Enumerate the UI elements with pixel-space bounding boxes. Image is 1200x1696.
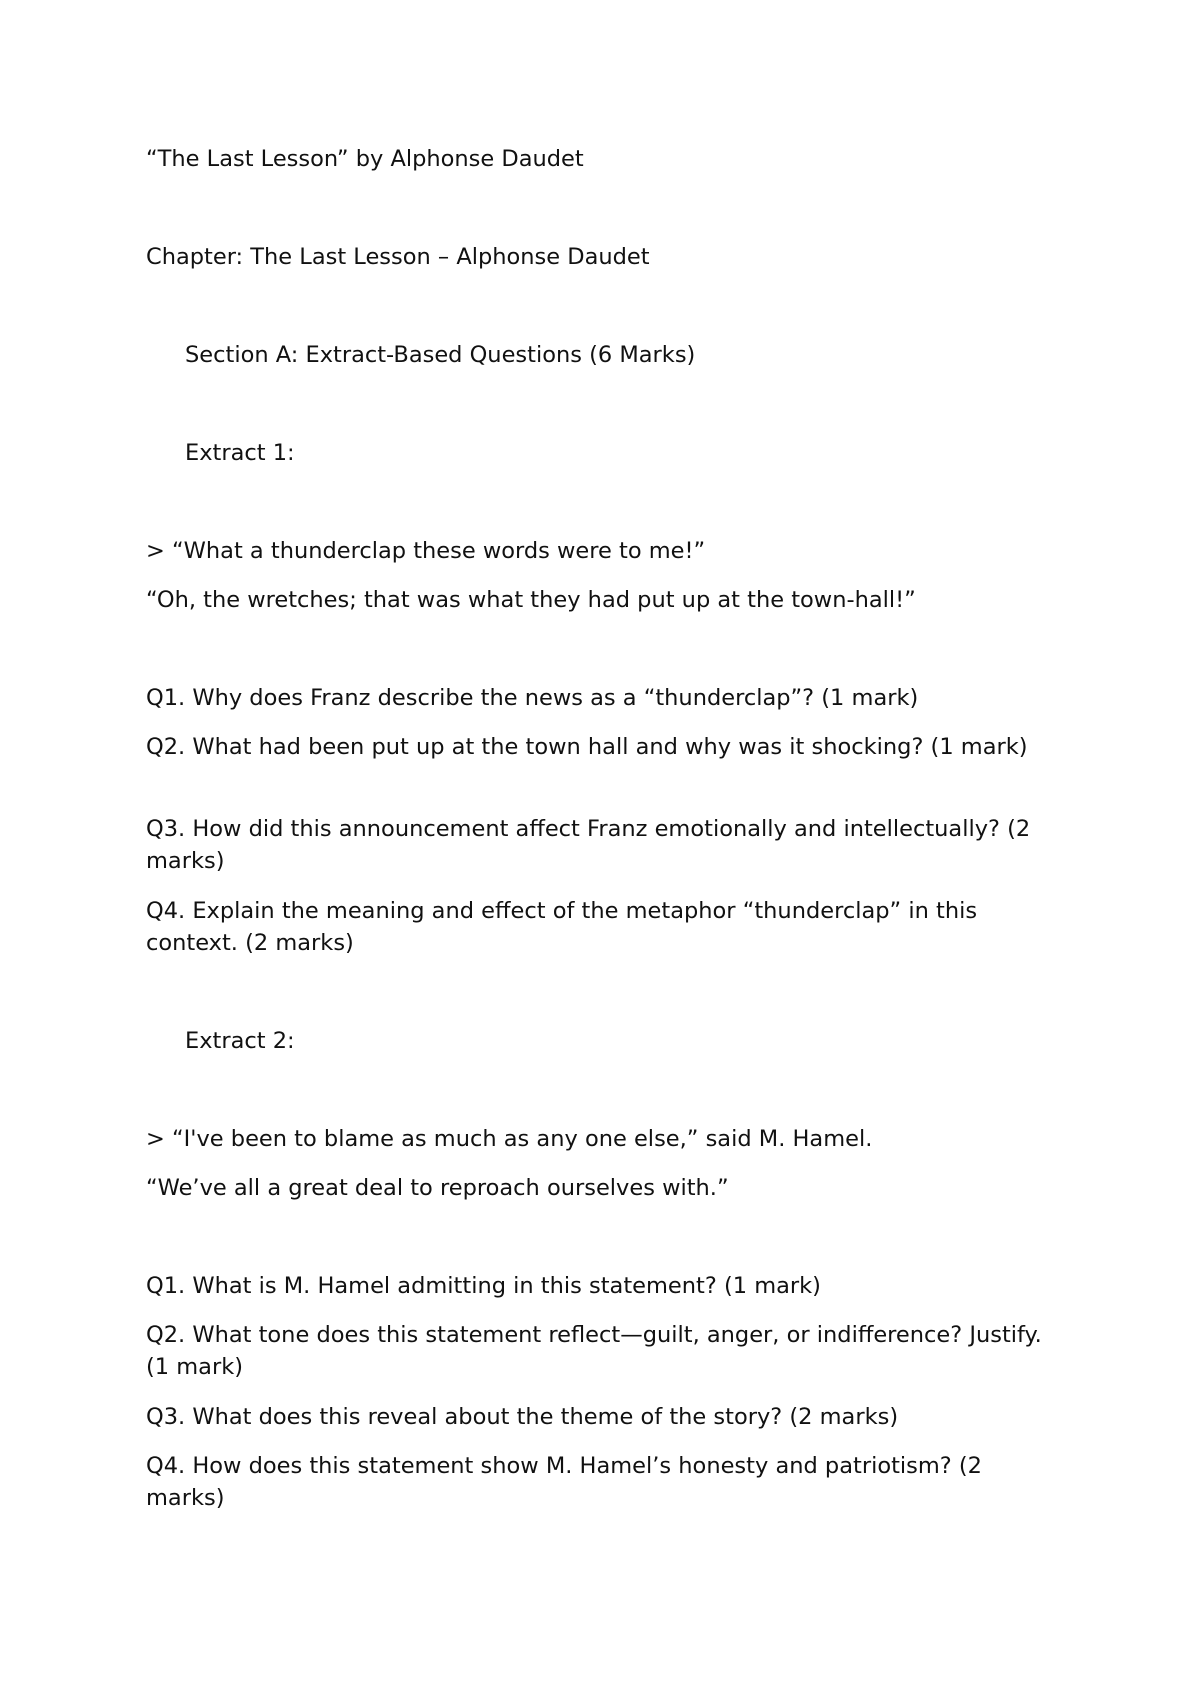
extract-2-label: Extract 2: [185,1028,295,1054]
document-title: “The Last Lesson” by Alphonse Daudet [146,146,584,172]
extract-1-question-3: Q3. How did this announcement affect Franz emotionally and intellectually? (2 marks) [146,816,1031,874]
extract-2-question-3: Q3. What does this reveal about the theme of the story? (2 marks) [146,1404,899,1430]
extract-1-quote-line-1: > “What a thunderclap these words were to me!” [146,538,706,564]
extract-2-question-4: Q4. How does this statement show M. Hamel’s honesty and patriotism? (2 marks) [146,1453,982,1511]
extract-2-question-2: Q2. What tone does this statement reflect—guilt, anger, or indifference? Justify. (1 mark) [146,1322,1042,1380]
extract-1-question-1: Q1. Why does Franz describe the news as a “thunderclap”? (1 mark) [146,685,919,711]
section-heading: Section A: Extract-Based Questions (6 Marks) [185,342,696,368]
extract-2-quote-line-2: “We’ve all a great deal to reproach ourselves with.” [146,1175,729,1201]
extract-2-quote-line-1: > “I've been to blame as much as any one else,” said M. Hamel. [146,1126,873,1152]
extract-1-question-4: Q4. Explain the meaning and effect of the metaphor “thunderclap” in this context. (2 marks) [146,898,978,956]
extract-1-quote-line-2: “Oh, the wretches; that was what they had put up at the town-hall!” [146,587,916,613]
extract-1-label: Extract 1: [185,440,295,466]
extract-2-question-1: Q1. What is M. Hamel admitting in this statement? (1 mark) [146,1273,821,1299]
chapter-heading: Chapter: The Last Lesson – Alphonse Daudet [146,244,650,270]
extract-1-question-2: Q2. What had been put up at the town hall and why was it shocking? (1 mark) [146,734,1028,760]
